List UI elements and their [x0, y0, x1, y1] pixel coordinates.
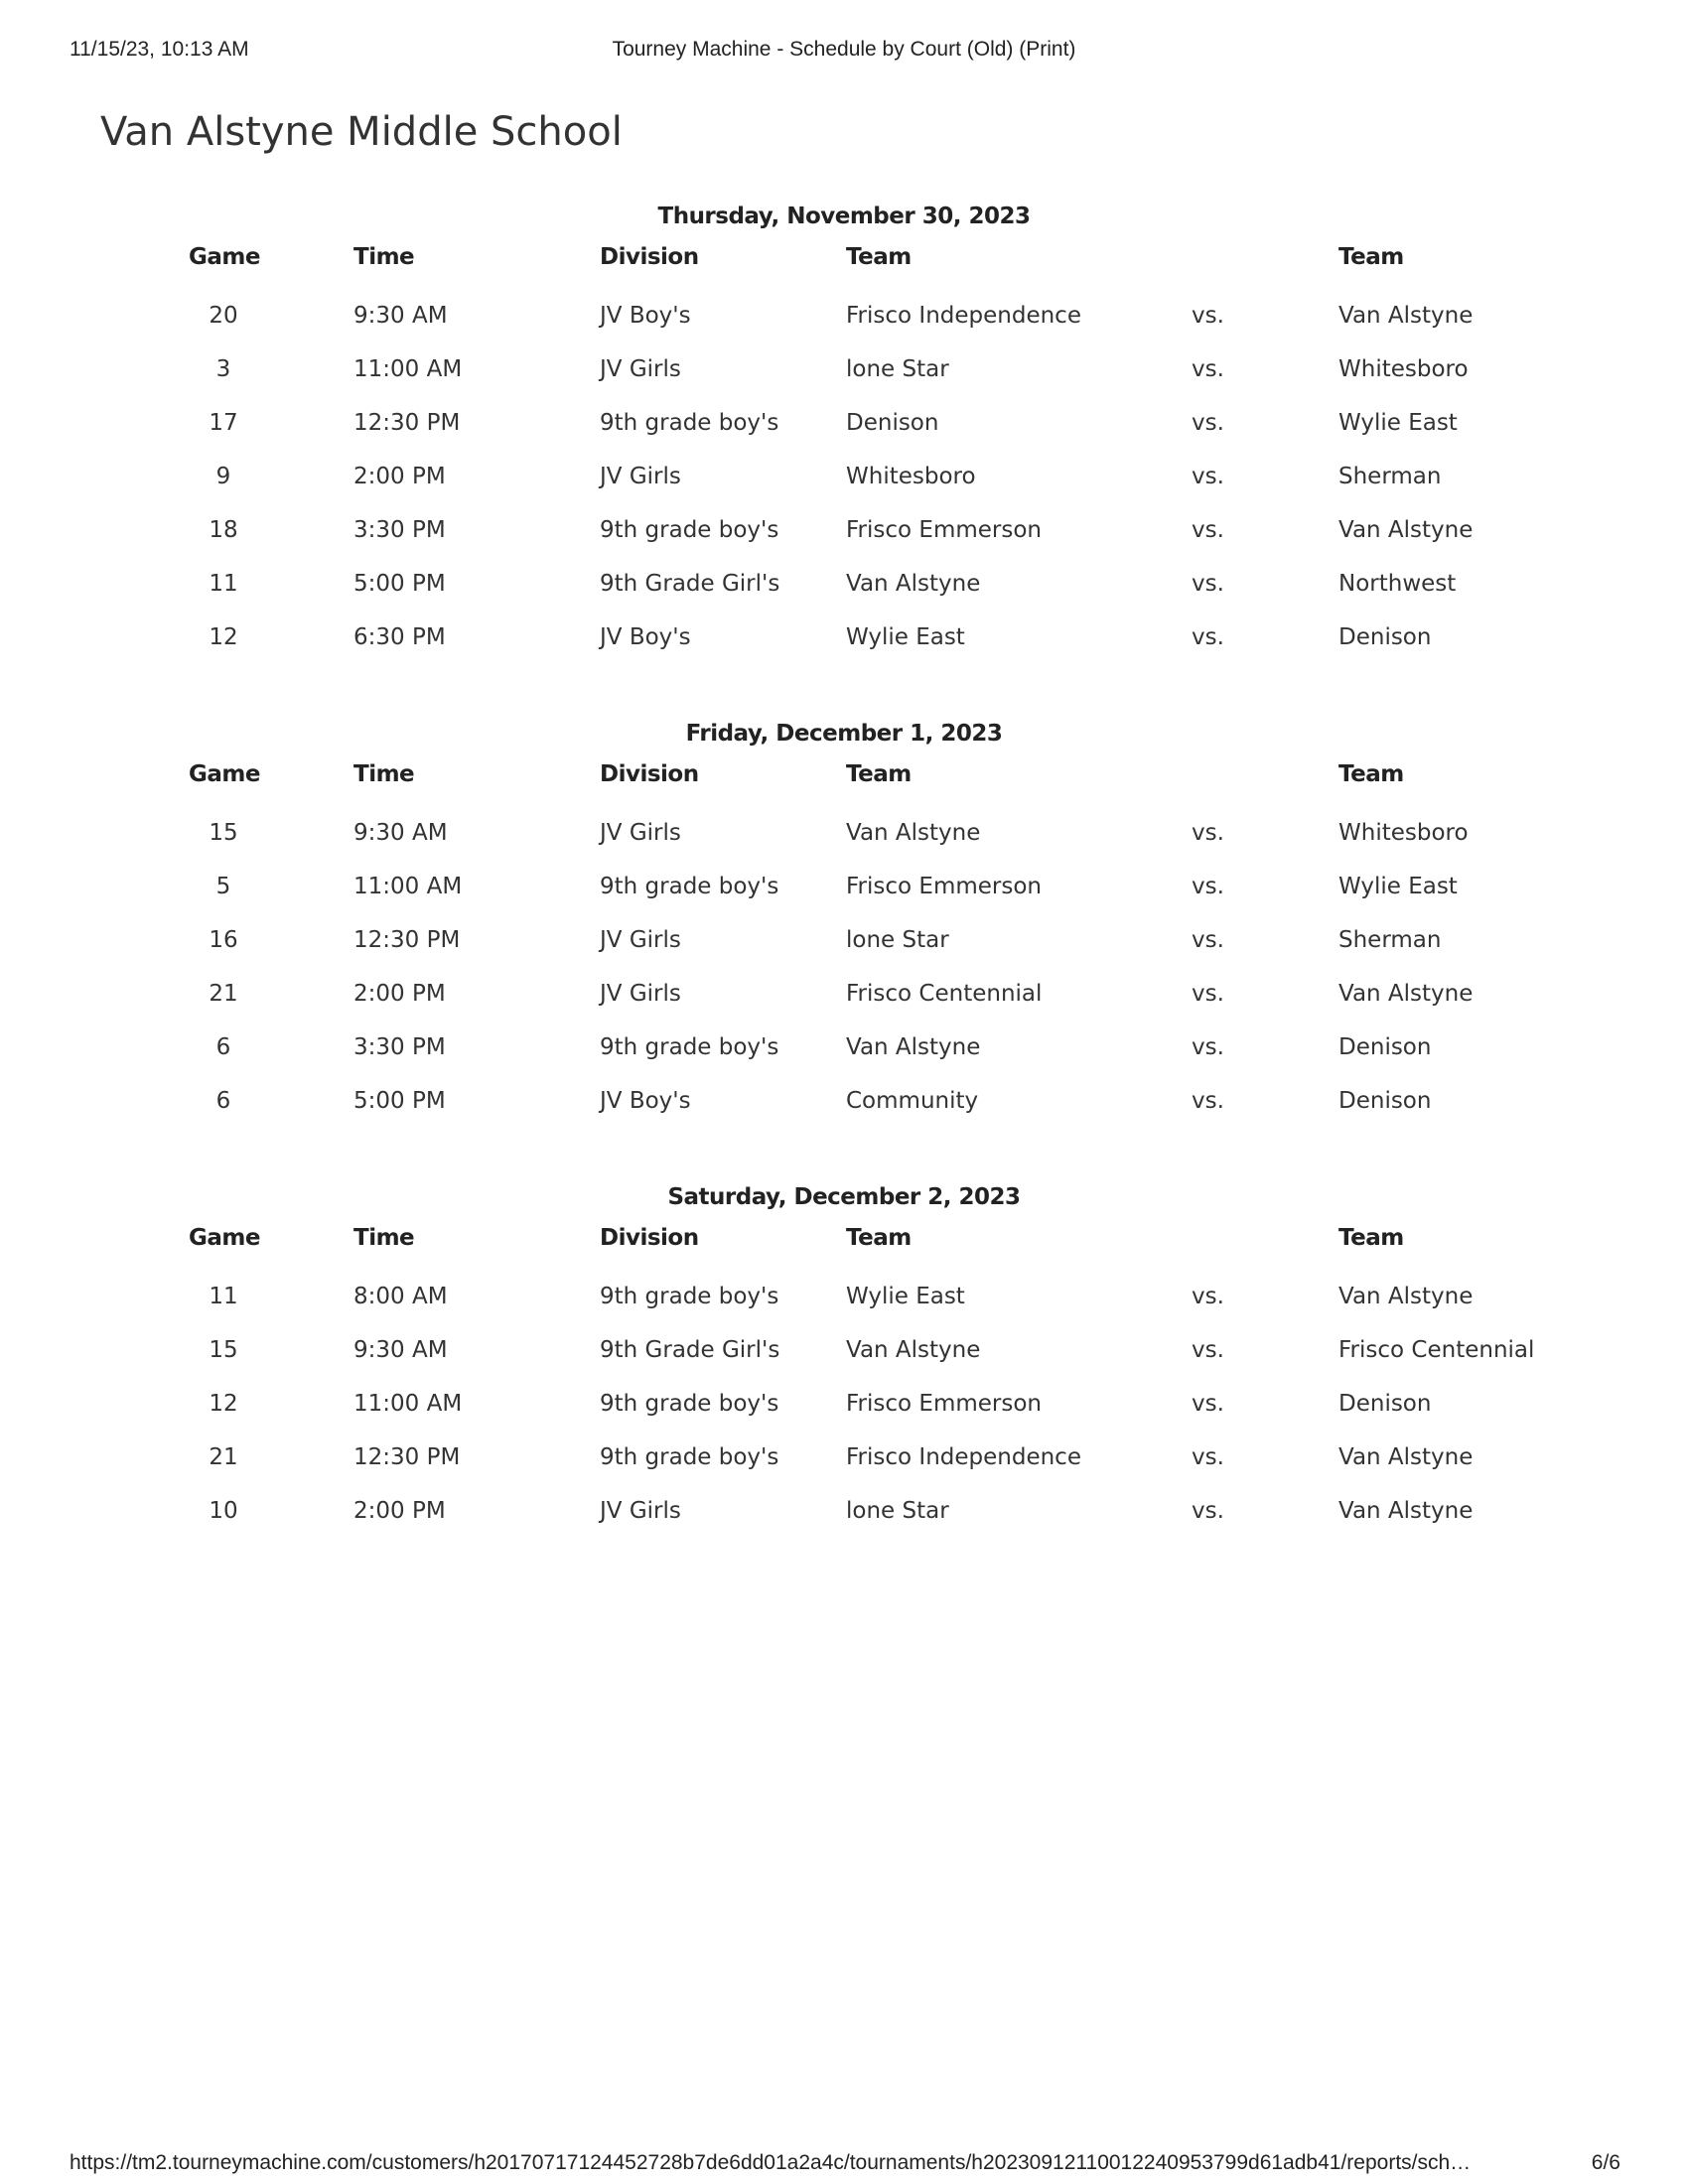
column-header-opponent-team: Team — [1338, 1225, 1404, 1251]
column-header-time: Time — [353, 244, 415, 270]
game-number: 6 — [215, 1034, 231, 1060]
versus-label: vs. — [1192, 571, 1224, 597]
table-row — [189, 459, 1559, 512]
game-division: JV Girls — [600, 1498, 681, 1524]
table-row — [189, 922, 1559, 976]
home-team: Van Alstyne — [846, 571, 981, 597]
column-header-time: Time — [353, 761, 415, 787]
day-heading: Saturday, December 2, 2023 — [667, 1184, 1021, 1210]
away-team: Frisco Centennial — [1338, 1337, 1535, 1363]
home-team: Denison — [846, 410, 939, 436]
print-header — [70, 38, 1618, 68]
versus-label: vs. — [1192, 356, 1224, 382]
game-number: 12 — [209, 1391, 238, 1417]
schedule-table — [189, 1225, 1559, 1547]
versus-label: vs. — [1192, 517, 1224, 543]
table-row — [189, 566, 1559, 619]
column-header-vs — [1192, 244, 1338, 298]
away-team: Sherman — [1338, 927, 1442, 953]
versus-label: vs. — [1192, 981, 1224, 1007]
game-time: 11:00 AM — [353, 1391, 463, 1417]
column-header-division: Division — [600, 1225, 699, 1251]
table-row — [189, 1493, 1559, 1547]
table-row — [189, 1386, 1559, 1439]
game-number: 18 — [209, 517, 238, 543]
versus-label: vs. — [1192, 874, 1224, 899]
table-row — [189, 1029, 1559, 1083]
table-row — [189, 976, 1559, 1029]
home-team: Community — [846, 1088, 979, 1114]
game-number: 15 — [209, 820, 238, 846]
game-time: 3:30 PM — [353, 517, 446, 543]
day-block — [189, 716, 1559, 1137]
home-team: Frisco Independence — [846, 303, 1081, 329]
game-division: JV Boy's — [600, 624, 691, 650]
print-page-title: Tourney Machine - Schedule by Court (Old) (Print) — [612, 38, 1076, 61]
column-header-team: Team — [846, 244, 912, 270]
versus-label: vs. — [1192, 410, 1224, 436]
game-time: 9:30 AM — [353, 1337, 448, 1363]
versus-label: vs. — [1192, 1337, 1224, 1363]
versus-label: vs. — [1192, 624, 1224, 650]
game-division: 9th grade boy's — [600, 517, 779, 543]
game-division: JV Girls — [600, 927, 681, 953]
versus-label: vs. — [1192, 1444, 1224, 1470]
table-row — [189, 1332, 1559, 1386]
game-time: 12:30 PM — [353, 410, 461, 436]
column-header-team: Team — [846, 1225, 912, 1251]
home-team: Frisco Centennial — [846, 981, 1043, 1007]
table-row — [189, 1439, 1559, 1493]
game-division: 9th grade boy's — [600, 1444, 779, 1470]
table-row — [189, 1083, 1559, 1137]
versus-label: vs. — [1192, 927, 1224, 953]
home-team: Van Alstyne — [846, 1034, 981, 1060]
game-time: 9:30 AM — [353, 820, 448, 846]
away-team: Wylie East — [1338, 874, 1458, 899]
home-team: lone Star — [846, 356, 949, 382]
game-number: 16 — [209, 927, 238, 953]
table-row — [189, 619, 1559, 673]
game-time: 2:00 PM — [353, 464, 446, 489]
game-division: 9th grade boy's — [600, 1391, 779, 1417]
column-header-team: Team — [846, 761, 912, 787]
home-team: Van Alstyne — [846, 820, 981, 846]
game-number: 11 — [209, 571, 238, 597]
game-division: 9th Grade Girl's — [600, 571, 780, 597]
column-header-game: Game — [189, 244, 260, 270]
away-team: Denison — [1338, 1034, 1432, 1060]
game-number: 9 — [215, 464, 231, 489]
game-number: 20 — [209, 303, 238, 329]
game-division: 9th Grade Girl's — [600, 1337, 780, 1363]
schedule-table — [189, 244, 1559, 673]
game-division: JV Girls — [600, 464, 681, 489]
game-number: 10 — [209, 1498, 238, 1524]
away-team: Sherman — [1338, 464, 1442, 489]
column-header-game: Game — [189, 761, 260, 787]
away-team: Wylie East — [1338, 410, 1458, 436]
column-header-vs — [1192, 1225, 1338, 1279]
game-number: 15 — [209, 1337, 238, 1363]
home-team: lone Star — [846, 927, 949, 953]
column-header-vs — [1192, 761, 1338, 815]
versus-label: vs. — [1192, 1498, 1224, 1524]
game-time: 8:00 AM — [353, 1284, 448, 1309]
day-block — [189, 199, 1559, 673]
game-time: 2:00 PM — [353, 981, 446, 1007]
print-footer — [70, 2151, 1620, 2181]
game-number: 6 — [215, 1088, 231, 1114]
versus-label: vs. — [1192, 820, 1224, 846]
home-team: Wylie East — [846, 624, 965, 650]
day-heading: Thursday, November 30, 2023 — [657, 204, 1031, 229]
game-number: 11 — [209, 1284, 238, 1309]
versus-label: vs. — [1192, 464, 1224, 489]
home-team: Frisco Emmerson — [846, 1391, 1042, 1417]
game-division: JV Girls — [600, 820, 681, 846]
away-team: Denison — [1338, 624, 1432, 650]
versus-label: vs. — [1192, 1088, 1224, 1114]
game-time: 5:00 PM — [353, 571, 446, 597]
print-datetime: 11/15/23, 10:13 AM — [70, 38, 249, 61]
column-header-opponent-team: Team — [1338, 761, 1404, 787]
game-division: JV Boy's — [600, 303, 691, 329]
game-time: 11:00 AM — [353, 356, 463, 382]
column-header-opponent-team: Team — [1338, 244, 1404, 270]
game-division: 9th grade boy's — [600, 1034, 779, 1060]
schedule-table — [189, 761, 1559, 1137]
home-team: Frisco Emmerson — [846, 874, 1042, 899]
away-team: Van Alstyne — [1338, 1284, 1474, 1309]
game-division: 9th grade boy's — [600, 874, 779, 899]
home-team: Wylie East — [846, 1284, 965, 1309]
game-number: 12 — [209, 624, 238, 650]
game-time: 12:30 PM — [353, 1444, 461, 1470]
game-number: 5 — [215, 874, 231, 899]
game-time: 2:00 PM — [353, 1498, 446, 1524]
table-row — [189, 405, 1559, 459]
home-team: Frisco Emmerson — [846, 517, 1042, 543]
game-number: 3 — [215, 356, 231, 382]
day-block — [189, 1179, 1559, 1547]
away-team: Denison — [1338, 1391, 1432, 1417]
away-team: Van Alstyne — [1338, 517, 1474, 543]
print-url: https://tm2.tourneymachine.com/customers/h20170717124452728b7de6dd01a2a4c/tournaments/h2023091211001224095379​9d61adb41/reports/sch… — [70, 2151, 1472, 2174]
game-number: 17 — [209, 410, 238, 436]
page-number: 6/6 — [1591, 2151, 1620, 2174]
table-header-row — [189, 244, 1559, 298]
game-time: 6:30 PM — [353, 624, 446, 650]
venue-title: Van Alstyne Middle School — [100, 109, 623, 155]
game-time: 11:00 AM — [353, 874, 463, 899]
column-header-division: Division — [600, 244, 699, 270]
away-team: Van Alstyne — [1338, 981, 1474, 1007]
table-row — [189, 815, 1559, 869]
versus-label: vs. — [1192, 303, 1224, 329]
table-row — [189, 298, 1559, 351]
home-team: Whitesboro — [846, 464, 976, 489]
away-team: Van Alstyne — [1338, 303, 1474, 329]
away-team: Whitesboro — [1338, 356, 1469, 382]
game-time: 12:30 PM — [353, 927, 461, 953]
table-header-row — [189, 1225, 1559, 1279]
game-time: 3:30 PM — [353, 1034, 446, 1060]
game-number: 21 — [209, 1444, 238, 1470]
table-row — [189, 351, 1559, 405]
game-time: 9:30 AM — [353, 303, 448, 329]
home-team: Van Alstyne — [846, 1337, 981, 1363]
game-division: 9th grade boy's — [600, 1284, 779, 1309]
day-heading: Friday, December 1, 2023 — [685, 721, 1003, 747]
column-header-game: Game — [189, 1225, 260, 1251]
away-team: Whitesboro — [1338, 820, 1469, 846]
away-team: Van Alstyne — [1338, 1444, 1474, 1470]
home-team: lone Star — [846, 1498, 949, 1524]
table-row — [189, 512, 1559, 566]
home-team: Frisco Independence — [846, 1444, 1081, 1470]
table-row — [189, 1279, 1559, 1332]
column-header-time: Time — [353, 1225, 415, 1251]
versus-label: vs. — [1192, 1034, 1224, 1060]
game-number: 21 — [209, 981, 238, 1007]
game-time: 5:00 PM — [353, 1088, 446, 1114]
game-division: JV Boy's — [600, 1088, 691, 1114]
schedule — [189, 199, 1559, 1589]
versus-label: vs. — [1192, 1391, 1224, 1417]
game-division: JV Girls — [600, 356, 681, 382]
column-header-division: Division — [600, 761, 699, 787]
table-row — [189, 869, 1559, 922]
away-team: Van Alstyne — [1338, 1498, 1474, 1524]
away-team: Denison — [1338, 1088, 1432, 1114]
versus-label: vs. — [1192, 1284, 1224, 1309]
table-header-row — [189, 761, 1559, 815]
game-division: JV Girls — [600, 981, 681, 1007]
away-team: Northwest — [1338, 571, 1457, 597]
game-division: 9th grade boy's — [600, 410, 779, 436]
